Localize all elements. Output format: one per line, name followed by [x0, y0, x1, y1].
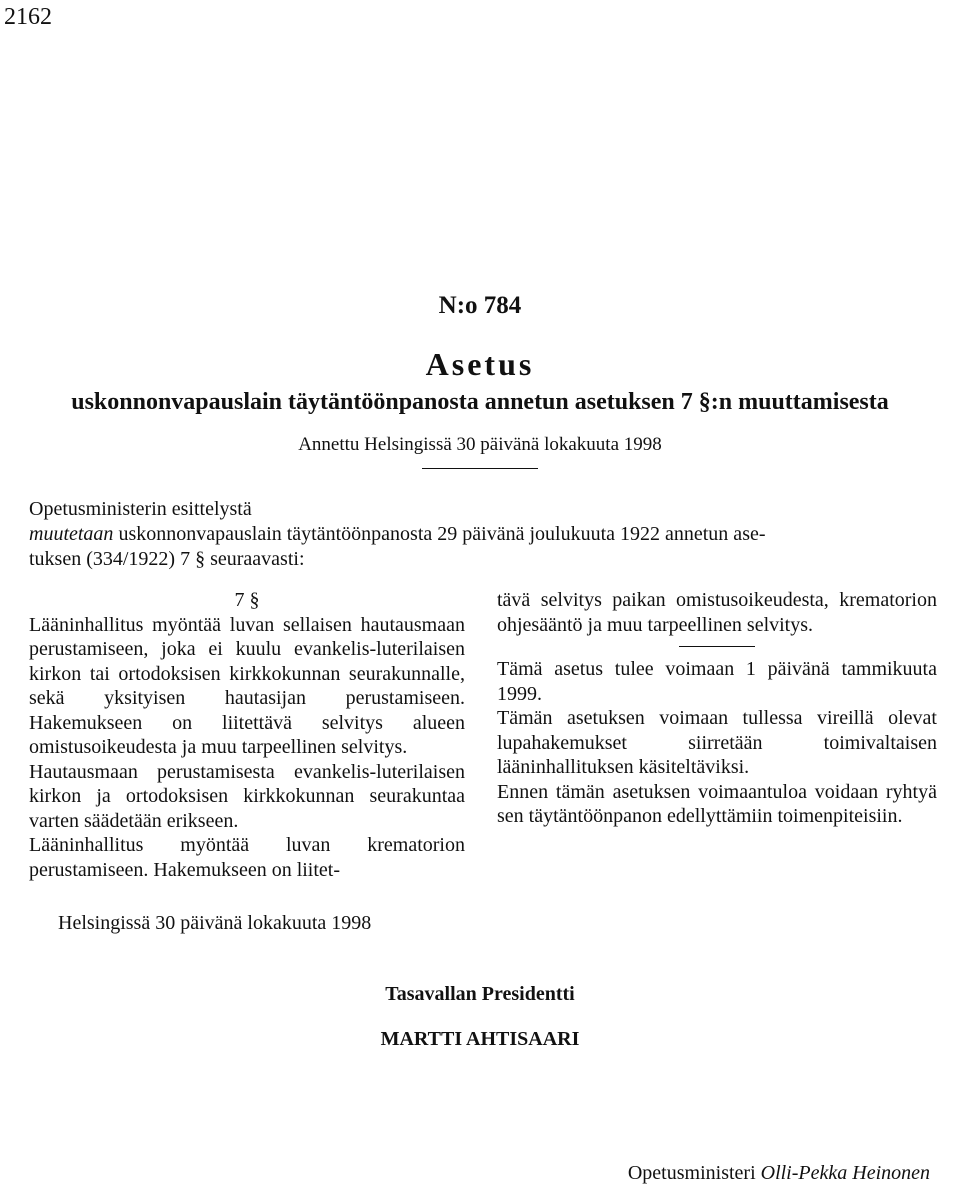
signature-place-date: Helsingissä 30 päivänä lokakuuta 1998: [58, 912, 372, 934]
given-date: Annettu Helsingissä 30 päivänä lokakuuta 1998: [298, 434, 662, 455]
left-column: [29, 588, 465, 882]
closing-paragraph-3: Ennen tämän asetuksen voimaantuloa voidaan ryhtyä sen täytäntöönpanon edellyttämiin toimenpiteisiin.: [497, 780, 937, 827]
minister-signature: [628, 1162, 930, 1185]
intro-block: [29, 497, 939, 572]
section-paragraph-3: Lääninhallitus myöntää luvan krematorion perustamiseen. Hakemukseen on liitet-: [29, 834, 465, 881]
section-paragraph-1: Lääninhallitus myöntää luvan sellaisen hautausmaan perustamiseen, joka ei kuulu evankelis-luterilaisen kirkon tai ortodoksisen kirkkokunnan seurakunnalle, sekä yksityisen hautasijan perustamiseen. Hakemukseen on liitettävä selvitys alueen omistusoikeudesta ja muu tarpeellinen selvitys.: [29, 613, 465, 758]
president-name: MARTTI AHTISAARI: [380, 1028, 580, 1050]
section-heading: 7 §: [234, 589, 260, 611]
intro-presenter: Opetusministerin esittelystä: [29, 498, 252, 520]
right-column: [497, 588, 937, 829]
intro-enactment-verb: muutetaan: [29, 523, 114, 545]
closing-paragraph-2: Tämän asetuksen voimaan tullessa vireillä olevat lupahakemukset siirretään toimivaltaisen lääninhallituksen käsiteltäviksi.: [497, 707, 937, 778]
document-subtitle: uskonnonvapauslain täytäntöönpanosta annetun asetuksen 7 §:n muuttamisesta: [71, 389, 889, 415]
intro-enactment: [29, 522, 939, 547]
intro-enactment-text: uskonnonvapauslain täytäntöönpanosta 29 päivänä joulukuuta 1922 annetun ase-: [113, 523, 766, 545]
closing-paragraph-1: Tämä asetus tulee voimaan 1 päivänä tammikuuta 1999.: [497, 658, 937, 705]
statute-number: N:o 784: [438, 292, 522, 319]
closing-divider: [679, 646, 755, 647]
document-type-title: Asetus: [425, 346, 535, 382]
minister-title: Opetusministeri: [627, 1162, 756, 1184]
header-divider: [422, 468, 538, 469]
page-number: 2162: [4, 4, 52, 30]
intro-enactment-end: tuksen (334/1922) 7 § seuraavasti:: [29, 548, 305, 570]
section-paragraph-2: Hautausmaan perustamisesta evankelis-luterilaisen kirkon ja ortodoksisen kirkkokunnan seurakuntaa varten säädetään erikseen.: [29, 760, 465, 832]
president-title: Tasavallan Presidentti: [385, 983, 575, 1005]
section-paragraph-3-continued: tävä selvitys paikan omistusoikeudesta, krematorion ohjesääntö ja muu tarpeellinen selvitys.: [497, 589, 937, 636]
minister-name: Olli-Pekka Heinonen: [760, 1162, 930, 1184]
